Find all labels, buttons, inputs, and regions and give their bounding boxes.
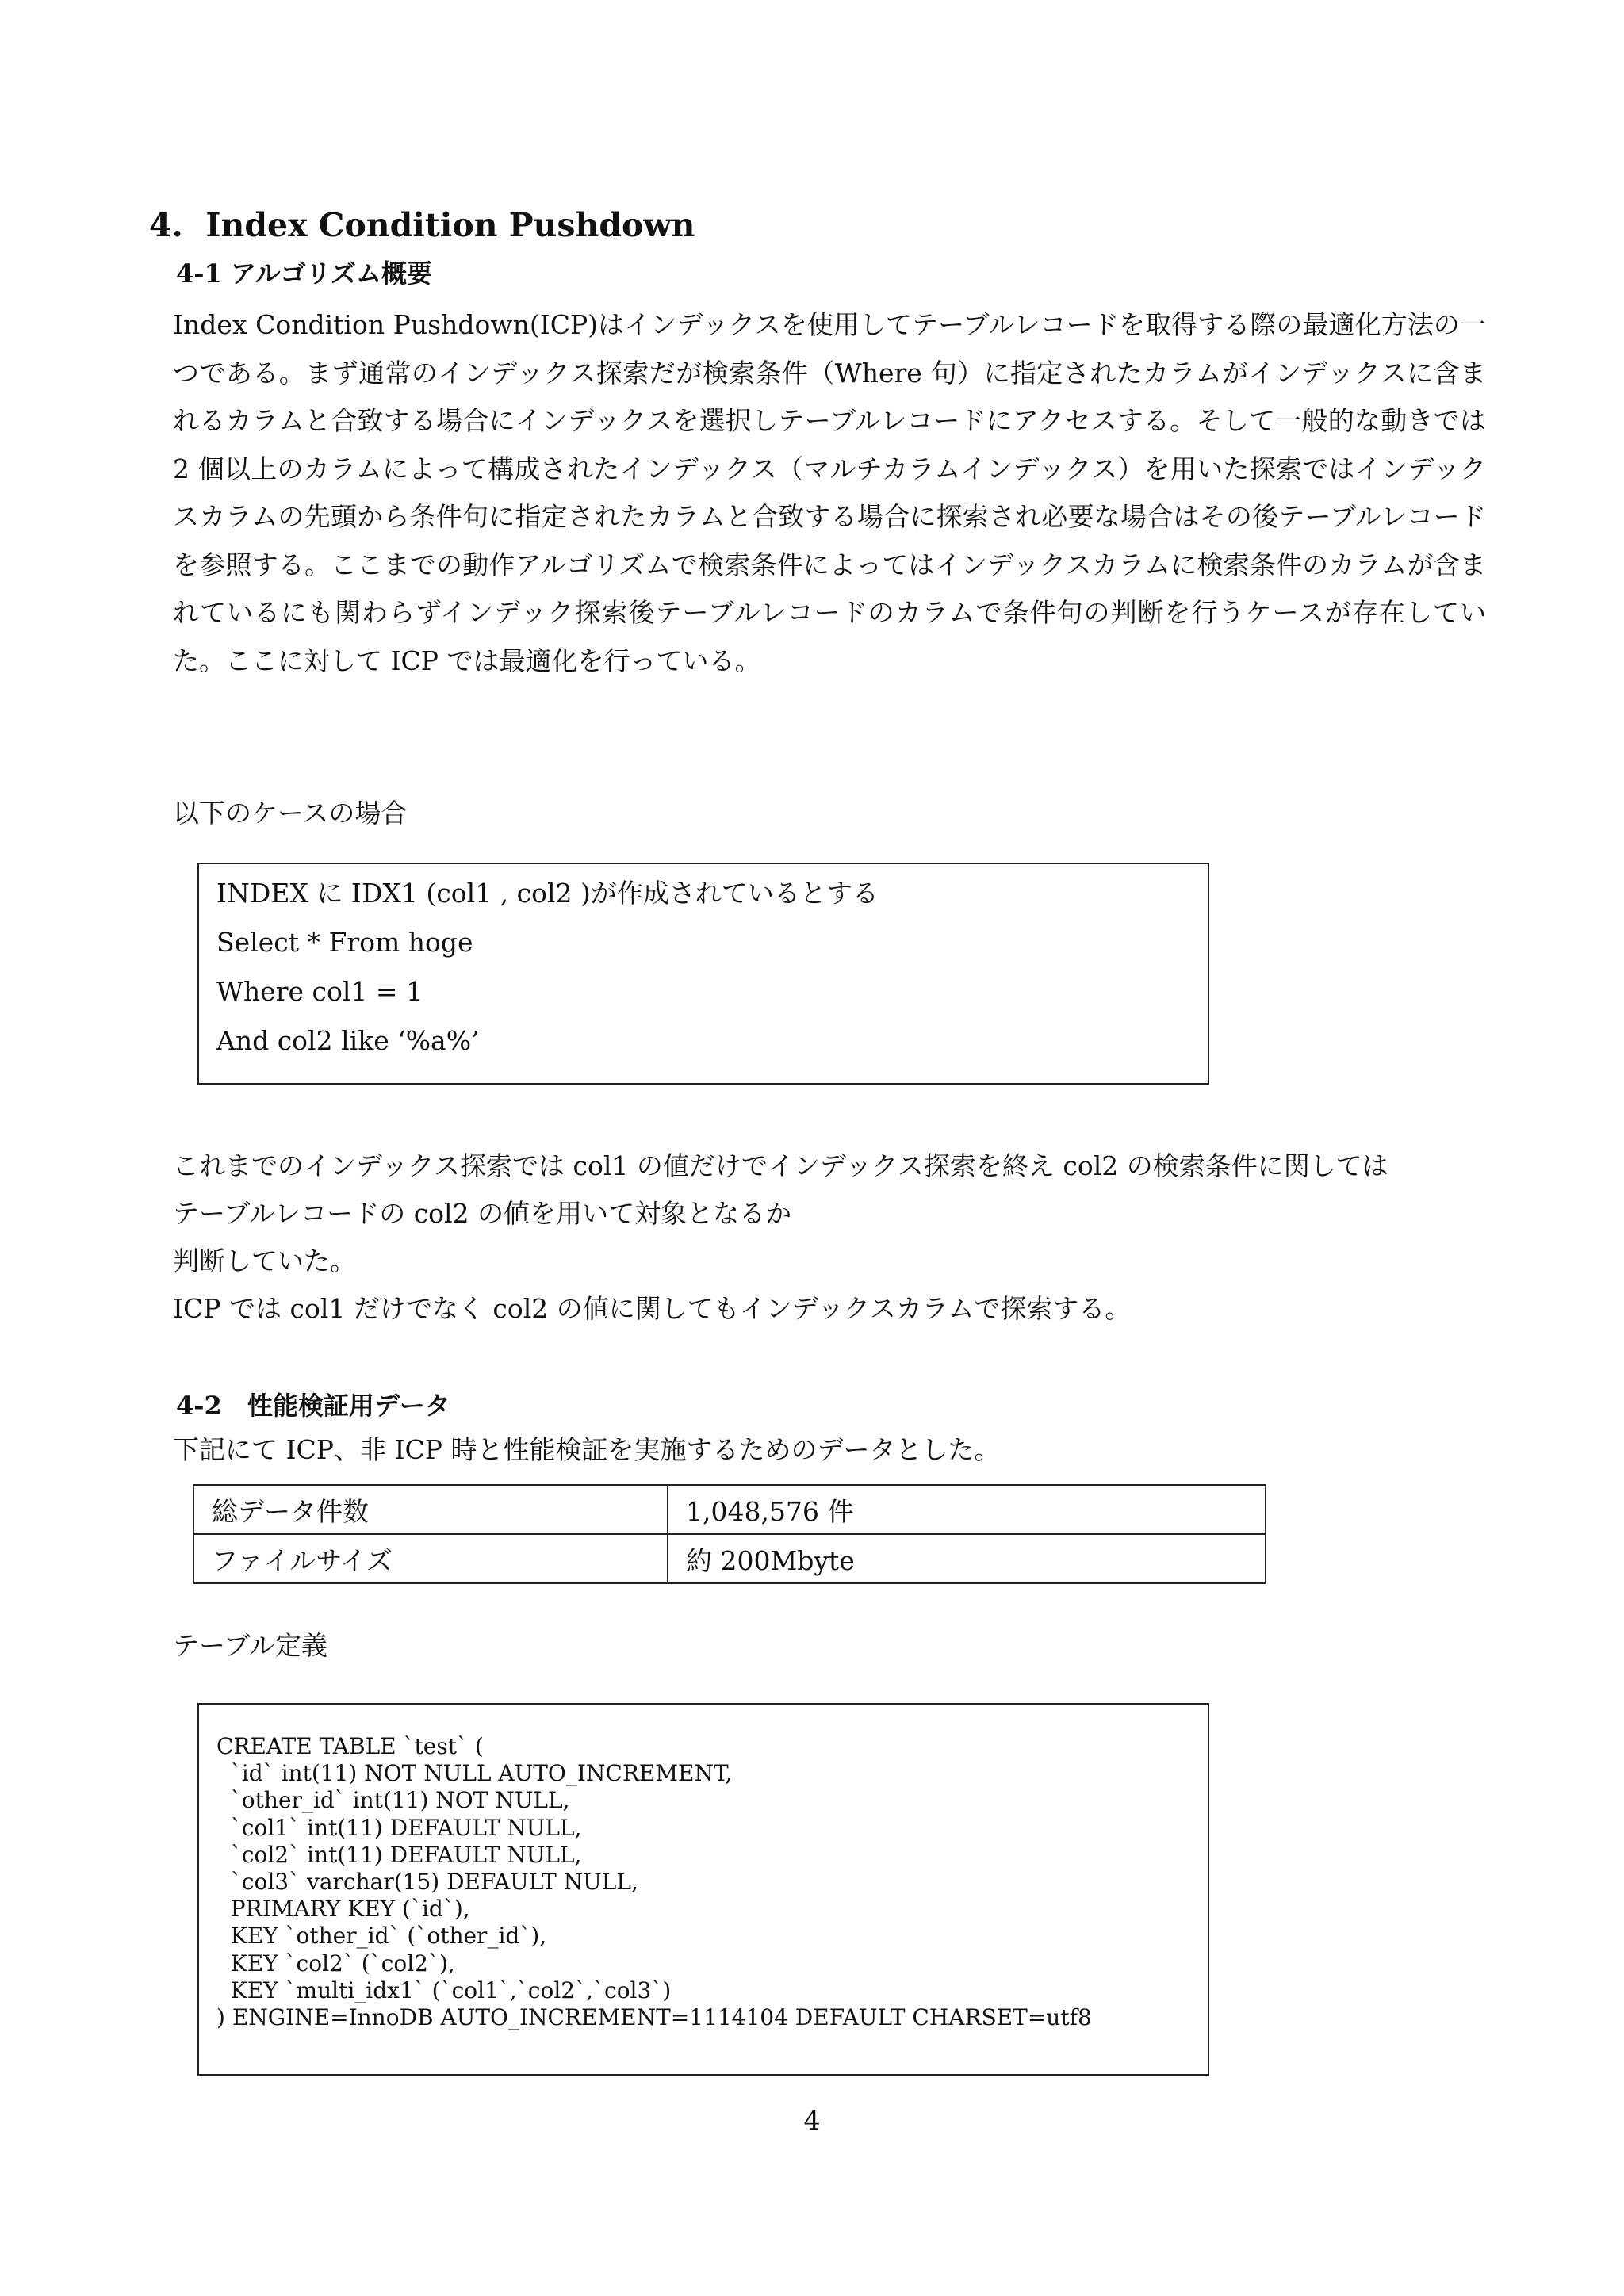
schema-line: `col3` varchar(15) DEFAULT NULL, bbox=[216, 1869, 638, 1896]
schema-line: CREATE TABLE `test` ( bbox=[216, 1733, 484, 1759]
query-line: And col2 like ‘%a%’ bbox=[216, 1025, 480, 1056]
table-cell: 1,048,576 件 bbox=[668, 1485, 1266, 1534]
section-title: 4. Index Condition Pushdown bbox=[149, 206, 695, 244]
subsection-heading-algorithm: 4-1 アルゴリズム概要 bbox=[176, 258, 433, 289]
schema-code bbox=[216, 1733, 1092, 2031]
schema-line: KEY `multi_idx1` (`col1`,`col2`,`col3`) bbox=[216, 1976, 672, 2003]
schema-line: ) ENGINE=InnoDB AUTO_INCREMENT=1114104 DEFAULT CHARSET=utf8 bbox=[216, 2004, 1092, 2031]
table-cell: 総データ件数 bbox=[193, 1485, 668, 1534]
data-intro: 下記にて ICP、非 ICP 時と性能検証を実施するためのデータとした。 bbox=[173, 1434, 1001, 1465]
case-label: 以下のケースの場合 bbox=[173, 798, 408, 828]
page-number: 4 bbox=[803, 2105, 821, 2136]
explanation-line: これまでのインデックス探索では col1 の値だけでインデックス探索を終え col2 の検索条件に関しては bbox=[173, 1150, 1388, 1181]
explanation-line: ICP では col1 だけでなく col2 の値に関してもインデックスカラムで探索する。 bbox=[173, 1293, 1132, 1324]
data-table bbox=[193, 1484, 1266, 1584]
table-cell: 約 200Mbyte bbox=[668, 1534, 1266, 1583]
query-line: Where col1 = 1 bbox=[216, 976, 423, 1007]
schema-line: `col1` int(11) DEFAULT NULL, bbox=[216, 1814, 582, 1841]
query-line: INDEX に IDX1 (col1 , col2 )が作成されているとする bbox=[216, 878, 879, 909]
table-row bbox=[193, 1534, 1266, 1583]
table-row bbox=[193, 1485, 1266, 1534]
schema-line: `col2` int(11) DEFAULT NULL, bbox=[216, 1841, 582, 1868]
schema-label: テーブル定義 bbox=[173, 1630, 328, 1661]
subsection-heading-data: 4-2 性能検証用データ bbox=[176, 1391, 450, 1421]
query-line: Select * From hoge bbox=[216, 927, 473, 958]
schema-box bbox=[197, 1703, 1209, 2076]
table-cell: ファイルサイズ bbox=[193, 1534, 668, 1583]
schema-line: KEY `other_id` (`other_id`), bbox=[216, 1923, 547, 1950]
explanation-block bbox=[173, 1142, 1497, 1333]
schema-line: KEY `col2` (`col2`), bbox=[216, 1950, 455, 1976]
query-box bbox=[197, 863, 1209, 1085]
intro-paragraph: Index Condition Pushdown(ICP)はインデックスを使用してテーブルレコードを取得する際の最適化方法の一つである。まず通常のインデックス探索だが検索条件（Where 句）に指定されたカラムがインデックスに含まれるカラムと合致する場合にインデックスを選択しテーブルレコードにアクセスする。そして一般的な動きでは 2 個以上のカラムによって構成されたインデックス（マルチカラムインデックス）を用いた探索ではインデックスカラムの先頭から条件句に指定されたカラムと合致する場合に探索され必要な場合はその後テーブルレコードを参照する。ここまでの動作アルゴリズムで検索条件によってはインデックスカラムに検索条件のカラムが含まれているにも関わらずインデック探索後テーブルレコードのカラムで条件句の判断を行うケースが存在していた。ここに対して ICP では最適化を行っている。 bbox=[173, 309, 1486, 676]
schema-line: PRIMARY KEY (`id`), bbox=[216, 1896, 470, 1923]
schema-line: `other_id` int(11) NOT NULL, bbox=[216, 1787, 570, 1814]
schema-line: `id` int(11) NOT NULL AUTO_INCREMENT, bbox=[216, 1760, 733, 1787]
explanation-line: 判断していた。 bbox=[173, 1246, 356, 1276]
explanation-line: テーブルレコードの col2 の値を用いて対象となるか bbox=[173, 1198, 792, 1229]
